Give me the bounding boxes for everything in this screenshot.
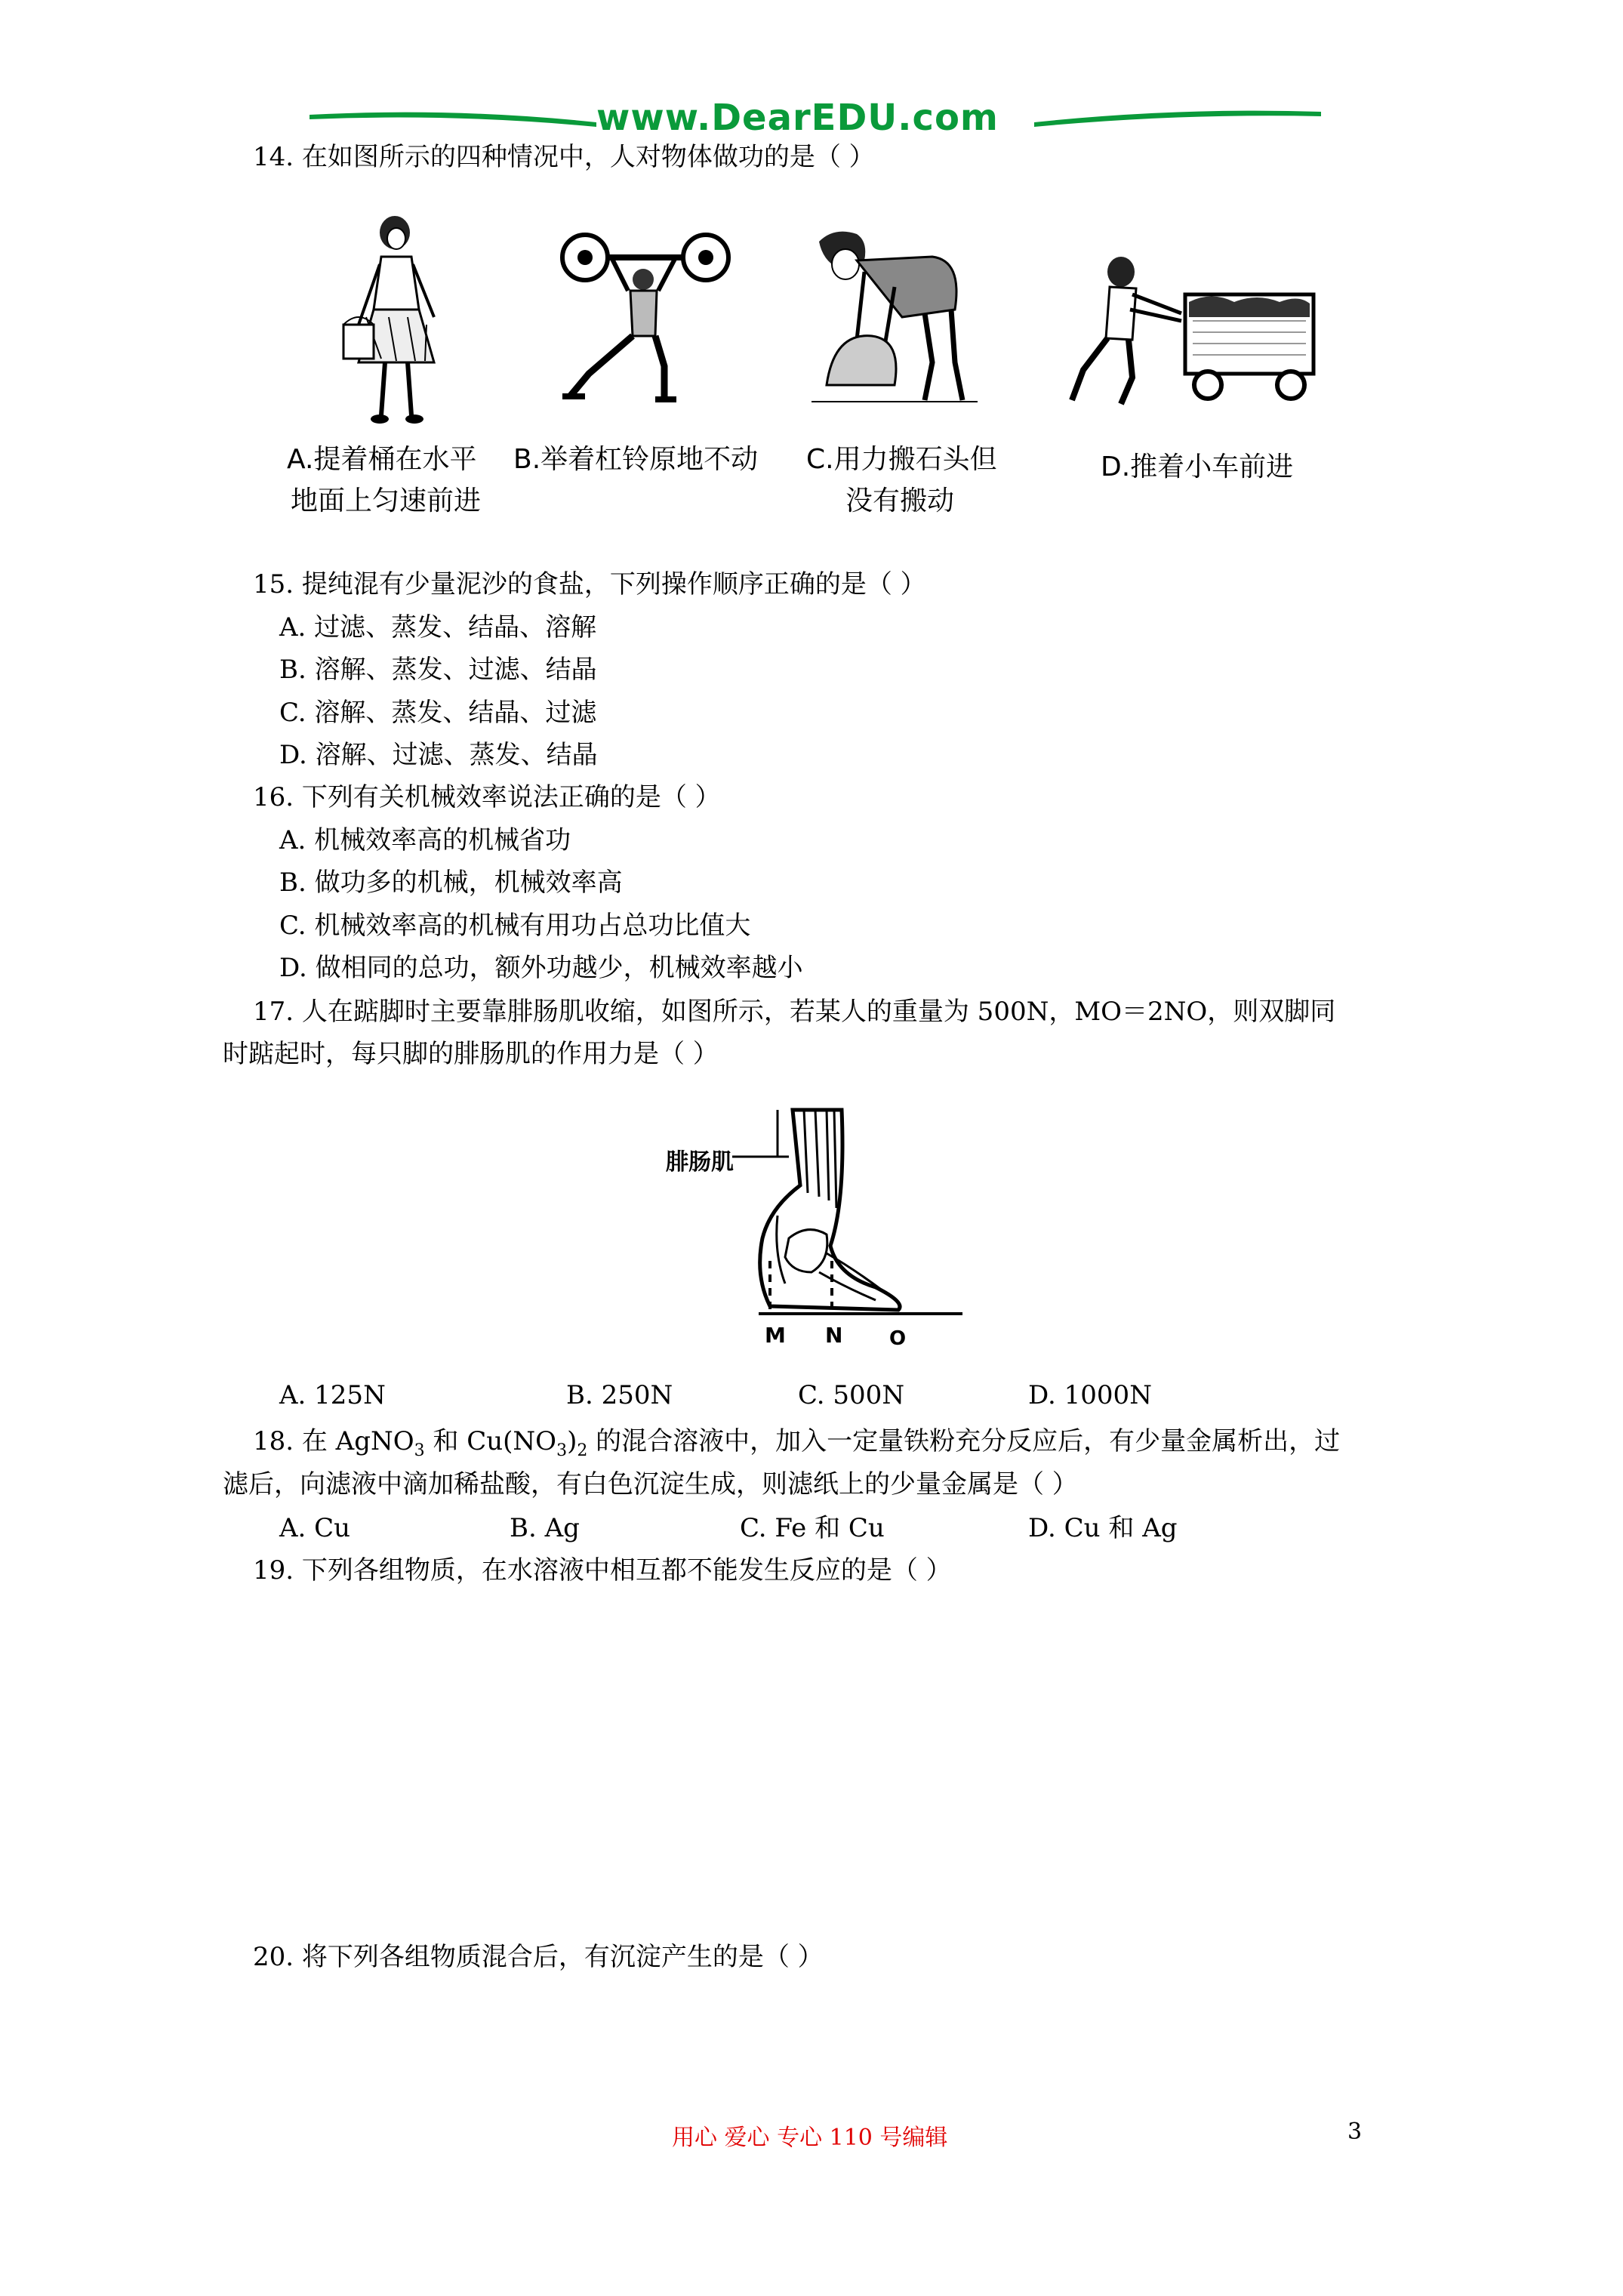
q16-option-b: B. 做功多的机械，机械效率高 xyxy=(279,868,623,898)
q17-option-b: B. 250N xyxy=(566,1380,673,1410)
q15-option-d: D. 溶解、过滤、蒸发、结晶 xyxy=(279,740,598,770)
q17-option-a: A. 125N xyxy=(279,1380,386,1410)
foot-point-n: N xyxy=(825,1323,843,1348)
q14-stem: 14. 在如图所示的四种情况中，人对物体做功的是（ ） xyxy=(253,142,875,172)
q16-stem: 16. 下列有关机械效率说法正确的是（ ） xyxy=(253,782,721,812)
q18-option-a: A. Cu xyxy=(279,1513,351,1543)
q14-caption-b: B.举着杠铃原地不动 xyxy=(513,444,759,475)
q16-option-c: C. 机械效率高的机械有用功占总功比值大 xyxy=(279,911,751,941)
q14-caption-d: D.推着小车前进 xyxy=(1101,451,1294,482)
q15-option-a: A. 过滤、蒸发、结晶、溶解 xyxy=(279,612,597,643)
q17-stem-line2: 时踮起时，每只脚的腓肠肌的作用力是（ ） xyxy=(223,1039,719,1069)
q17-stem-line1: 17. 人在踮脚时主要靠腓肠肌收缩，如图所示，若某人的重量为 500N，MO＝2NO，则双脚同 xyxy=(253,997,1336,1027)
q18-stem-line1: 18. 在 AgNO$_3$ 和 $Cu(NO_3)_2$ 的混合溶液中，加入一定量铁粉充分反应后，有少量金属析出，过 xyxy=(253,1426,1341,1460)
q14-caption-c-line2: 没有搬动 xyxy=(845,485,955,516)
q18-option-c: C. Fe 和 Cu xyxy=(740,1513,885,1543)
q15-option-b: B. 溶解、蒸发、过滤、结晶 xyxy=(279,655,597,685)
q16-option-d: D. 做相同的总功，额外功越少，机械效率越小 xyxy=(279,953,803,983)
q15-option-c: C. 溶解、蒸发、结晶、过滤 xyxy=(279,698,597,728)
q18-stem-line2: 滤后，向滤液中滴加稀盐酸，有白色沉淀生成，则滤纸上的少量金属是（ ） xyxy=(223,1469,1078,1499)
header-site-name[interactable]: www.DearEDU.com xyxy=(596,97,999,139)
foot-point-o: O xyxy=(889,1327,907,1350)
footer-credit: 用心 爱心 专心 110 号编辑 xyxy=(672,2125,948,2151)
figure-b-weightlifter xyxy=(559,223,732,404)
q20-stem: 20. 将下列各组物质混合后，有沉淀产生的是（ ） xyxy=(253,1942,824,1972)
q17-option-c: C. 500N xyxy=(798,1380,905,1410)
q18-option-d: D. Cu 和 Ag xyxy=(1028,1513,1178,1543)
q14-caption-a-line1: A.提着桶在水平 xyxy=(287,444,477,475)
page-number: 3 xyxy=(1347,2119,1363,2145)
q14-caption-c-line1: C.用力搬石头但 xyxy=(806,444,997,475)
q14-caption-a-line2: 地面上匀速前进 xyxy=(291,485,482,516)
q17-option-d: D. 1000N xyxy=(1028,1380,1152,1410)
figure-c-lifting-stone xyxy=(812,227,978,408)
q15-stem: 15. 提纯混有少量泥沙的食盐，下列操作顺序正确的是（ ） xyxy=(253,569,926,599)
figure-d-pushing-cart xyxy=(1061,249,1325,415)
q18-option-b: B. Ag xyxy=(510,1513,580,1543)
q16-option-a: A. 机械效率高的机械省功 xyxy=(279,825,571,855)
foot-muscle-label: 腓肠肌 xyxy=(666,1149,734,1176)
foot-figure xyxy=(657,1102,974,1359)
figure-a-woman-bucket xyxy=(336,211,464,438)
foot-point-m: M xyxy=(765,1323,786,1348)
q19-stem: 19. 下列各组物质，在水溶液中相互都不能发生反应的是（ ） xyxy=(253,1555,952,1586)
